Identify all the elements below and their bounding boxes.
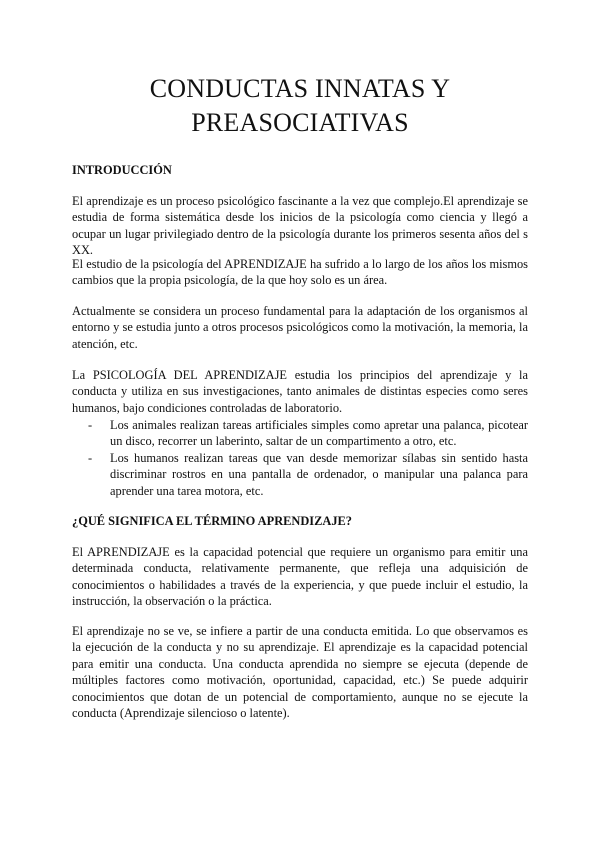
intro-heading: INTRODUCCIÓN	[72, 163, 172, 177]
list-item-text: Los humanos realizan tareas que van desde memorizar sílabas sin sentido hasta discriminar rostros en una pantalla de ordenador, o manipular una palanca para aprender una tarea motora, etc.	[110, 450, 528, 498]
list-item-text: Los animales realizan tareas artificiales simples como apretar una palanca, picotear un disco, recorrer un laberinto, saltar de un compartimento a otro, etc.	[110, 418, 528, 449]
inference-paragraph: El aprendizaje no se ve, se infiere a partir de una conducta emitida. Lo que observamos es la ejecución de la conducta y no su aprendizaje. El aprendizaje es la capacidad potencial para emitir una conducta. Una conducta aprendida no siempre se ejecuta (depende de múltiples factores como motivación, oportunidad, capacidad, etc.) Se puede adquirir conocimientos que dotan de un potencial de comportamiento, aunque no se ejecute la conducta (Aprendizaje silencioso o latente).	[72, 624, 528, 721]
title-line-2: PREASOCIATIVAS	[191, 108, 409, 137]
intro-paragraph-4: La PSICOLOGÍA DEL APRENDIZAJE estudia los principios del aprendizaje y la conducta y utiliza en sus investigaciones, tanto animales de distintas especies como seres humanos, bajo condiciones controladas de laboratorio.	[72, 368, 528, 415]
list-bullet: -	[88, 450, 93, 465]
list-item	[72, 417, 528, 450]
definition-paragraph: El APRENDIZAJE es la capacidad potencial que requiere un organismo para emitir una determinada conducta, relativamente permanente, que refleja una adquisición de conocimientos o habilidades a través de la experiencia, y que puede incluir el estudio, la instrucción, la observación o la práctica.	[72, 545, 528, 609]
intro-paragraph-3: Actualmente se considera un proceso fundamental para la adaptación de los organismos al entorno y se estudia junto a otros procesos psicológicos como la motivación, la memoria, la atención, etc.	[72, 304, 528, 351]
title-line-1: CONDUCTAS INNATAS Y	[149, 74, 451, 103]
examples-list	[72, 417, 528, 499]
list-bullet: -	[88, 418, 93, 432]
list-item	[72, 450, 528, 499]
question-heading: ¿QUÉ SIGNIFICA EL TÉRMINO APRENDIZAJE?	[72, 514, 352, 528]
intro-paragraph-2: El estudio de la psicología del APRENDIZAJE ha sufrido a lo largo de los años los mismos cambios que la propia psicología, de la que hoy solo es un área.	[72, 257, 528, 288]
document-title	[0, 72, 600, 140]
intro-paragraph-1: El aprendizaje es un proceso psicológico fascinante a la vez que complejo.El aprendizaje se estudia de forma sistemática desde los inicios de la psicología como ciencia y llegó a ocupar un lugar privilegiado dentro de la psicología durante los primeros sesenta años del s XX.	[72, 194, 528, 258]
